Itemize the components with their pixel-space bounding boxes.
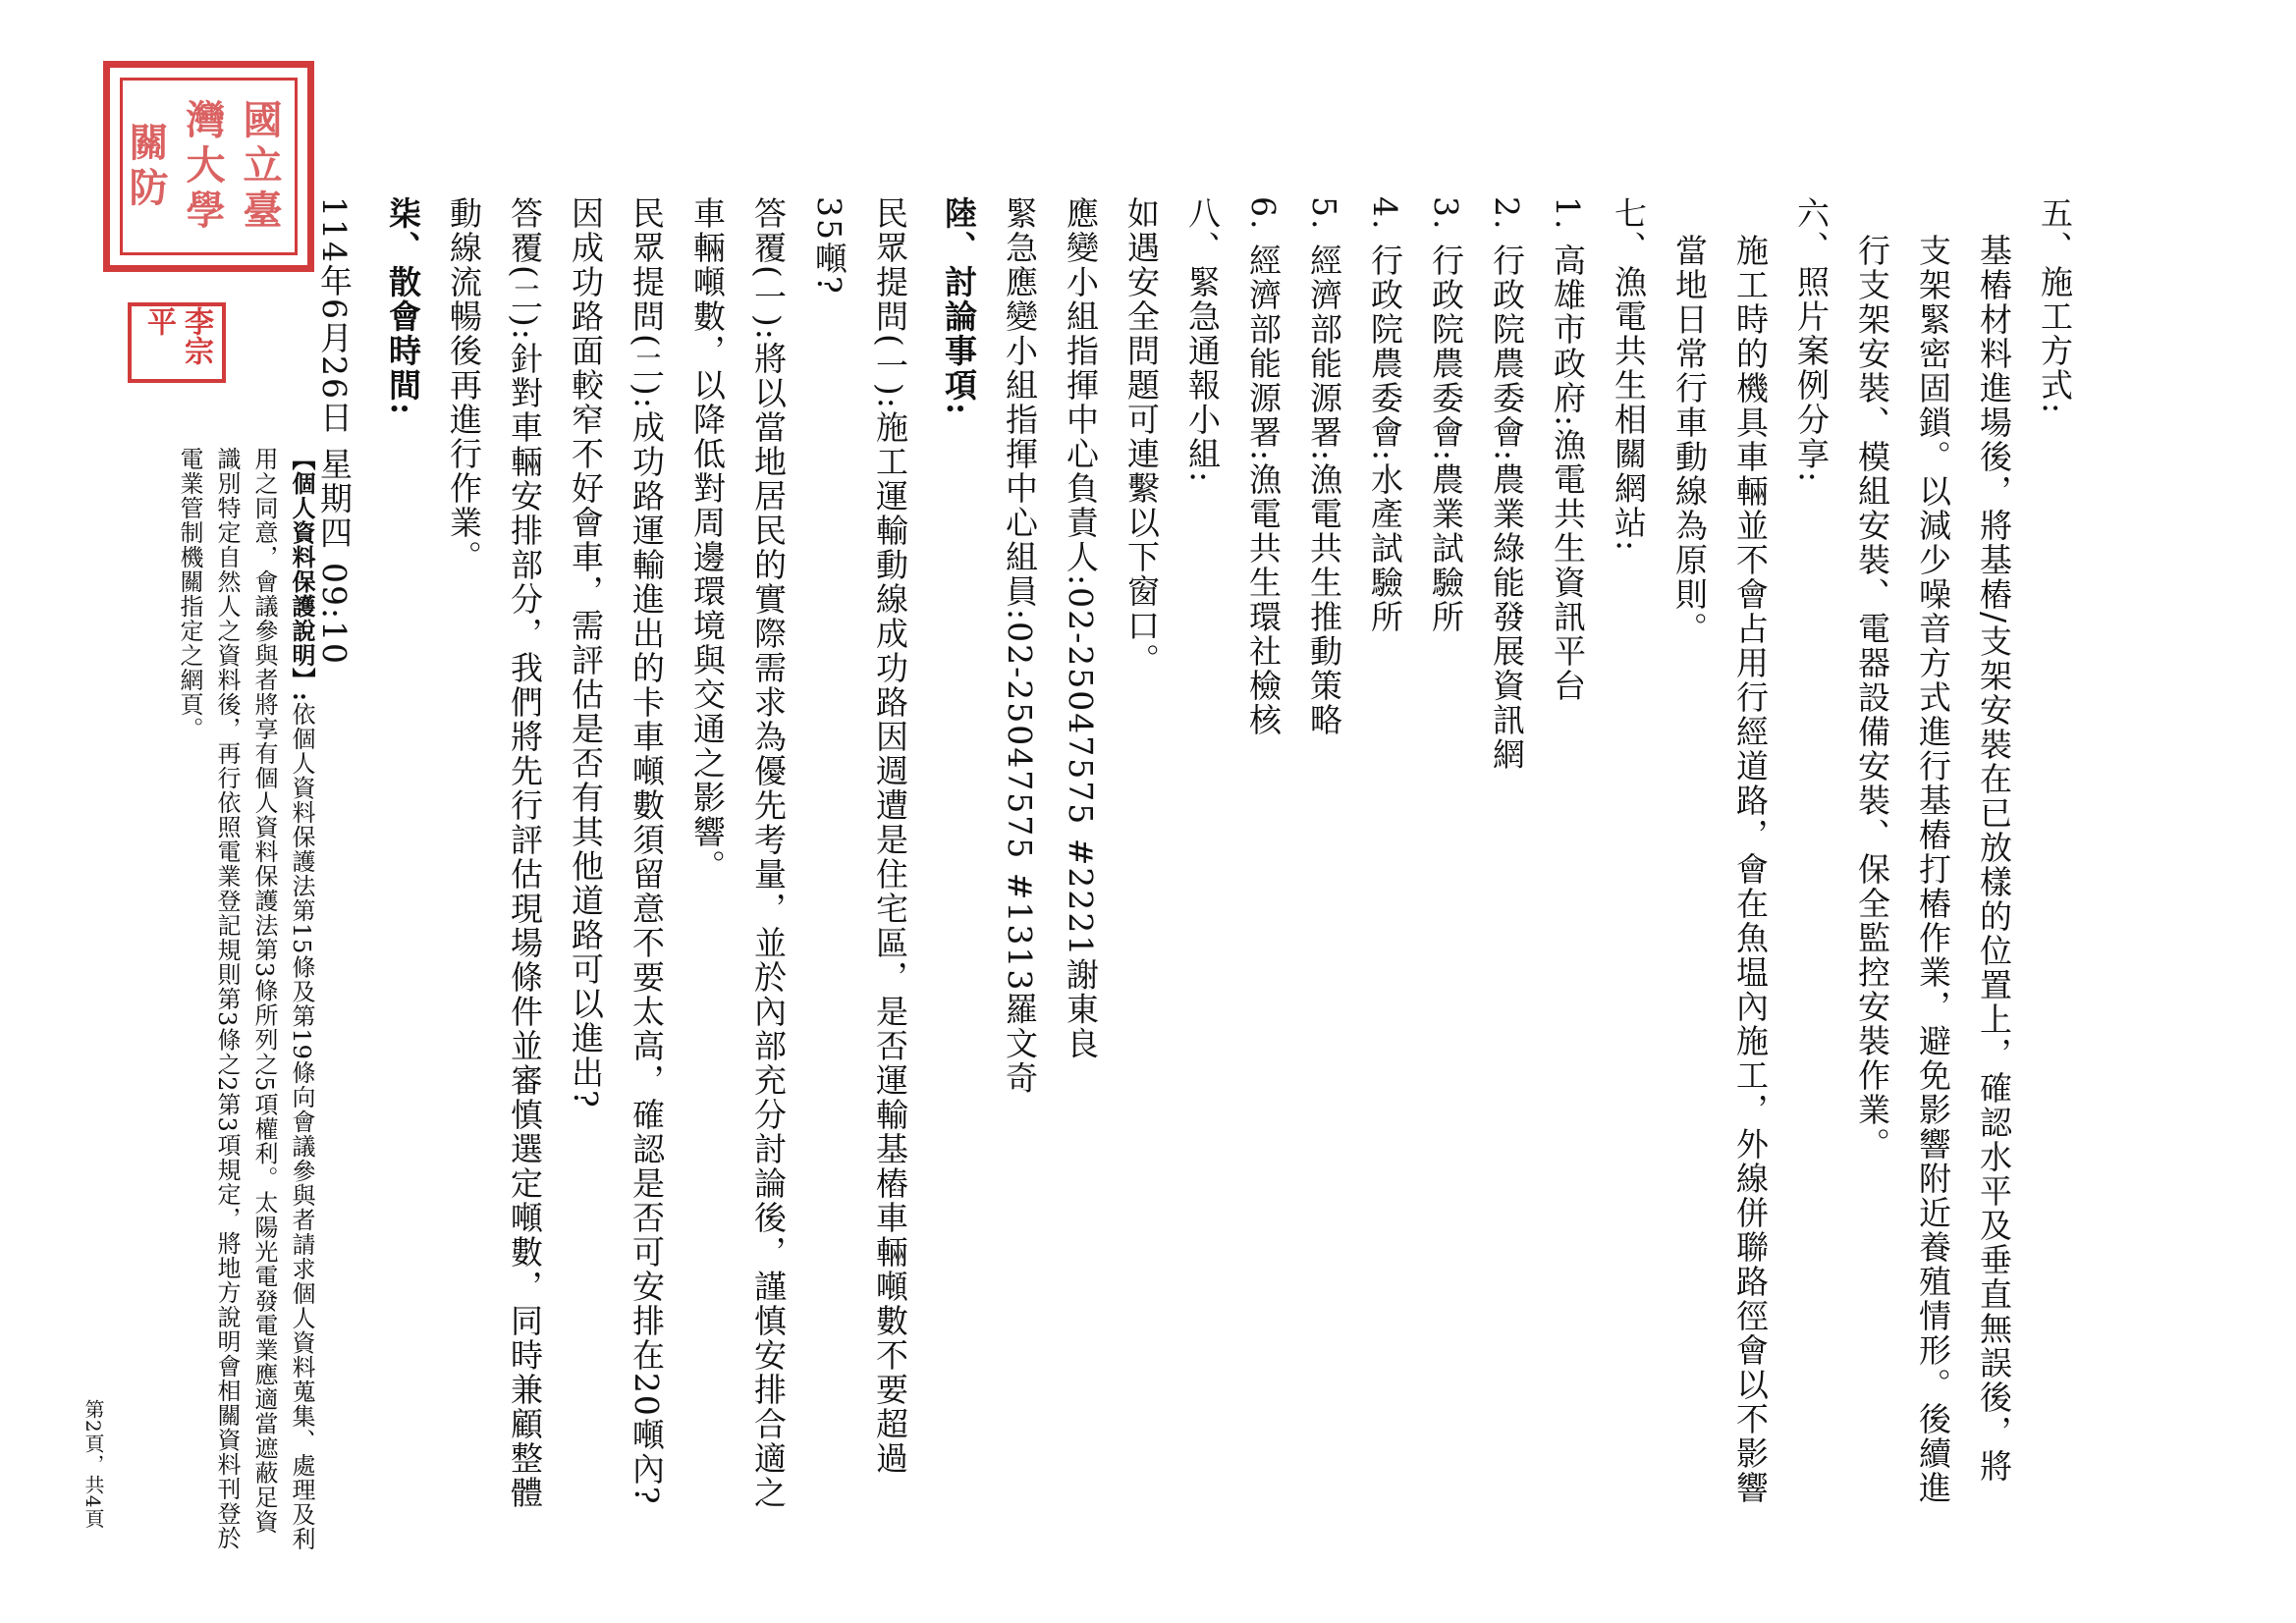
- section-8-title: 八、緊急通報小組:: [1183, 196, 1222, 485]
- answer-1: 答覆(一):將以當地居民的實際需求為優先考量，並於內部充分討論後，謹慎安排合適之車輛噸數，以降低對周邊環境與交通之影響。: [688, 196, 788, 1510]
- section-8-intro: 如遇安全問題可連繫以下窗口。: [1122, 196, 1161, 677]
- website-item-6: 6. 經濟部能源署:漁電共生環社檢核: [1244, 196, 1283, 738]
- website-item-5: 5. 經濟部能源署:漁電共生推動策略: [1305, 196, 1343, 738]
- official-seal-large: [103, 61, 314, 272]
- official-seal-small: 李宗平: [128, 302, 226, 383]
- discussion-title: 陸、討論事項:: [940, 196, 978, 417]
- closing-title: 柒、散會時間:: [384, 196, 422, 417]
- section-5-title: 五、施工方式:: [2036, 196, 2074, 416]
- page-number: 第2頁，共4頁: [82, 1399, 105, 1530]
- section-6-title: 六、照片案例分享:: [1792, 196, 1831, 485]
- public-question-2: 民眾提問(二):成功路運輸進出的卡車噸數須留意不要太高，確認是否可安排在20噸內?因成功路面較窄不好會車，需評估是否有其他道路可以進出?: [567, 196, 666, 1506]
- closing-time: 114年6月26日 星期四 09:10: [315, 196, 354, 667]
- emergency-contact-2: 緊急應變小組指揮中心組員:02-25047575 #1313羅文奇: [1001, 196, 1039, 1096]
- section-5-paragraph: 基樁材料進場後，將基樁/支架安裝在已放樣的位置上，確認水平及垂直無誤後，將支架緊密固鎖。以減少噪音方式進行基樁打樁作業，避免影響附近養殖情形。後續進行支架安裝、模組安裝、電器設備安裝、保全監控安裝作業。: [1853, 234, 2013, 1505]
- website-item-2: 2. 行政院農委會:農業綠能發展資訊網: [1488, 196, 1526, 773]
- emergency-contact-1: 應變小組指揮中心負責人:02-25047575 #2221謝東良: [1062, 196, 1100, 1061]
- section-7-title: 七、漁電共生相關網站:: [1610, 196, 1648, 554]
- website-item-1: 1. 高雄市政府:漁電共生資訊平台: [1549, 196, 1587, 704]
- website-item-3: 3. 行政院農委會:農業試驗所: [1427, 196, 1465, 635]
- website-item-4: 4. 行政院農委會:水產試驗所: [1366, 196, 1404, 635]
- personal-data-notice: [171, 447, 320, 1556]
- section-6-paragraph: 施工時的機具車輛並不會占用行經道路，會在魚塭內施工，外線併聯路徑會以不影響當地日常行車動線為原則。: [1670, 234, 1770, 1505]
- public-question-1: 民眾提問(一):施工運輸動線成功路因週遭是住宅區，是否運輸基樁車輛噸數不要超過35噸?: [810, 196, 909, 1476]
- notice-lead: 【個人資料保護說明】:: [288, 447, 316, 702]
- answer-2: 答覆(二):針對車輛安排部分，我們將先行評估現場條件並審慎選定噸數，同時兼顧整體動線流暢後再進行作業。: [445, 196, 544, 1510]
- notice-text: 依個人資料保護法第15條及第19條向會議參與者請求個人資料蒐集、處理及利用之同意，會議參與者將享有個人資料保護法第3條所列之5項權利。太陽光電發電業應適當遮蔽足資識別特定自然人之資料後，再行依照電業登記規則第3條之2第3項規定，將地方說明會相關資料刊登於電業管制機關指定之網頁。: [176, 447, 315, 1551]
- seal-large-glyphs: 國立臺灣大學關防: [123, 98, 283, 235]
- meeting-minutes-body: [303, 196, 2085, 1512]
